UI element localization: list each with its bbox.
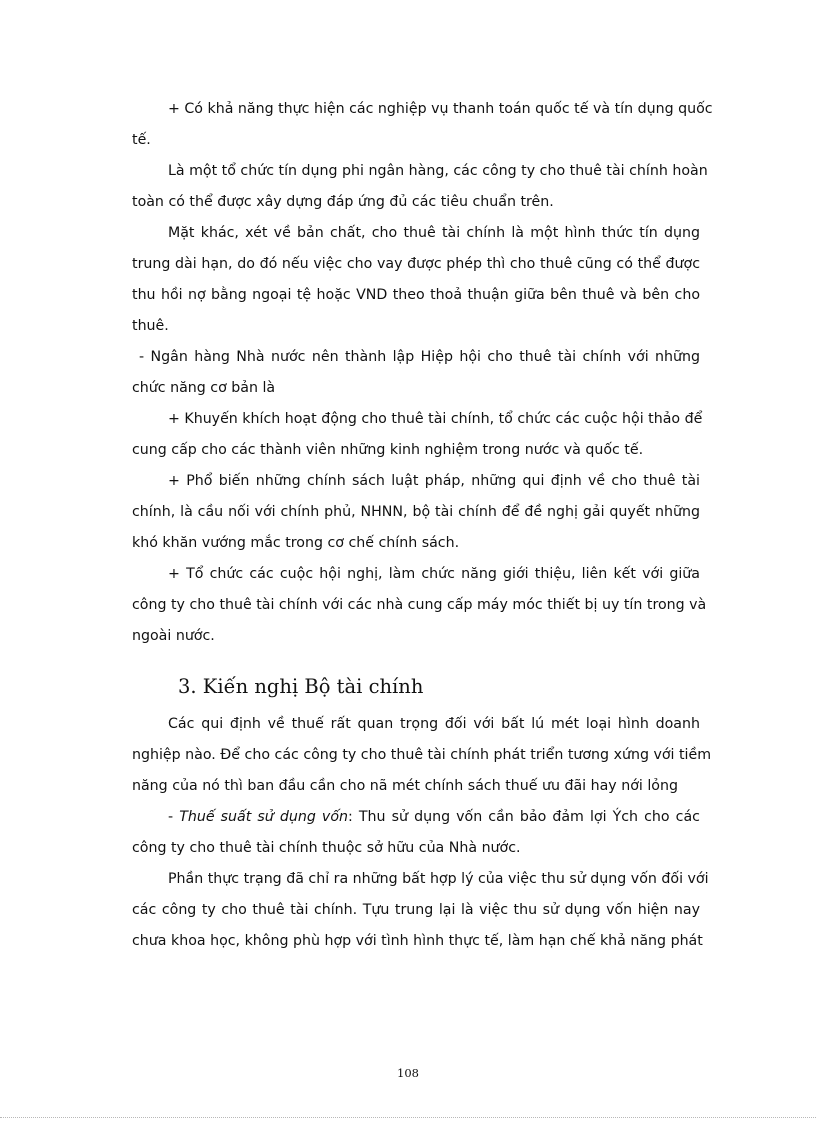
text-line: thu hồi nợ bằng ngoại tệ hoặc VND theo thoả thuận giữa bên thuê và bên cho (132, 287, 700, 303)
text-line: chức năng cơ bản là (132, 380, 276, 396)
text-line: chưa khoa học, không phù hợp với tình hình thực tế, làm hạn chế khả năng phát (132, 933, 703, 949)
text-line: công ty cho thuê tài chính thuộc sở hữu của Nhà nước. (132, 840, 521, 856)
text-line: Các qui định về thuế rất quan trọng đối với bất lú mét loại hình doanh (168, 716, 700, 732)
text-line: thuê. (132, 318, 169, 334)
text-line: + Tổ chức các cuộc hội nghị, làm chức năng giới thiệu, liên kết với giữa (168, 566, 700, 582)
italic-term: Thuế suất sử dụng vốn (179, 809, 349, 825)
paragraph (132, 559, 707, 652)
paragraph (132, 709, 712, 802)
section-heading: 3. Kiến nghị Bộ tài chính (178, 675, 424, 698)
text-line: Mặt khác, xét về bản chất, cho thuê tài chính là một hình thức tín dụng (168, 225, 700, 241)
page-bottom-divider (0, 1117, 816, 1118)
text-line: khó khăn vướng mắc trong cơ chế chính sách. (132, 535, 460, 551)
line-rest: : Thu sử dụng vốn cần bảo đảm lợi Ých cho các (348, 809, 700, 825)
paragraph (132, 156, 708, 218)
text-line: toàn có thể được xây dựng đáp ứng đủ các tiêu chuẩn trên. (132, 194, 554, 210)
paragraph (132, 404, 703, 466)
text-line: + Có khả năng thực hiện các nghiệp vụ thanh toán quốc tế và tín dụng quốc (168, 101, 713, 117)
text-line (132, 802, 700, 833)
text-line: trung dài hạn, do đó nếu việc cho vay được phép thì cho thuê cũng có thể được (132, 256, 700, 272)
paragraph (132, 342, 700, 404)
text-line: tế. (132, 132, 151, 148)
text-line: ngoài nước. (132, 628, 215, 644)
paragraph (132, 94, 713, 156)
page-number: 108 (397, 1066, 419, 1080)
text-line: chính, là cầu nối với chính phủ, NHNN, bộ tài chính để đề nghị gải quyết những (132, 504, 700, 520)
text-line: + Phổ biến những chính sách luật pháp, những qui định về cho thuê tài (168, 473, 700, 489)
page-body (132, 94, 713, 957)
text-line: Là một tổ chức tín dụng phi ngân hàng, các công ty cho thuê tài chính hoàn (168, 163, 708, 179)
paragraph (132, 864, 709, 957)
paragraph (132, 218, 700, 342)
text-line: công ty cho thuê tài chính với các nhà cung cấp máy móc thiết bị uy tín trong và (132, 597, 707, 613)
dash-prefix: - (168, 809, 180, 825)
text-line: - Ngân hàng Nhà nước nên thành lập Hiệp hội cho thuê tài chính với những (139, 349, 700, 365)
paragraph (132, 466, 700, 559)
text-line: các công ty cho thuê tài chính. Tựu trung lại là việc thu sử dụng vốn hiện nay (132, 902, 700, 918)
text-line: Phần thực trạng đã chỉ ra những bất hợp lý của việc thu sử dụng vốn đối với (168, 871, 709, 887)
text-line: + Khuyến khích hoạt động cho thuê tài chính, tổ chức các cuộc hội thảo để (168, 411, 703, 427)
paragraph (132, 802, 700, 864)
text-line: năng của nó thì ban đầu cần cho nã mét chính sách thuế ưu đãi hay nới lỏng (132, 778, 678, 794)
text-line: cung cấp cho các thành viên những kinh nghiệm trong nước và quốc tế. (132, 442, 644, 458)
text-line: nghiệp nào. Để cho các công ty cho thuê tài chính phát triển tương xứng với tiềm (132, 747, 712, 763)
